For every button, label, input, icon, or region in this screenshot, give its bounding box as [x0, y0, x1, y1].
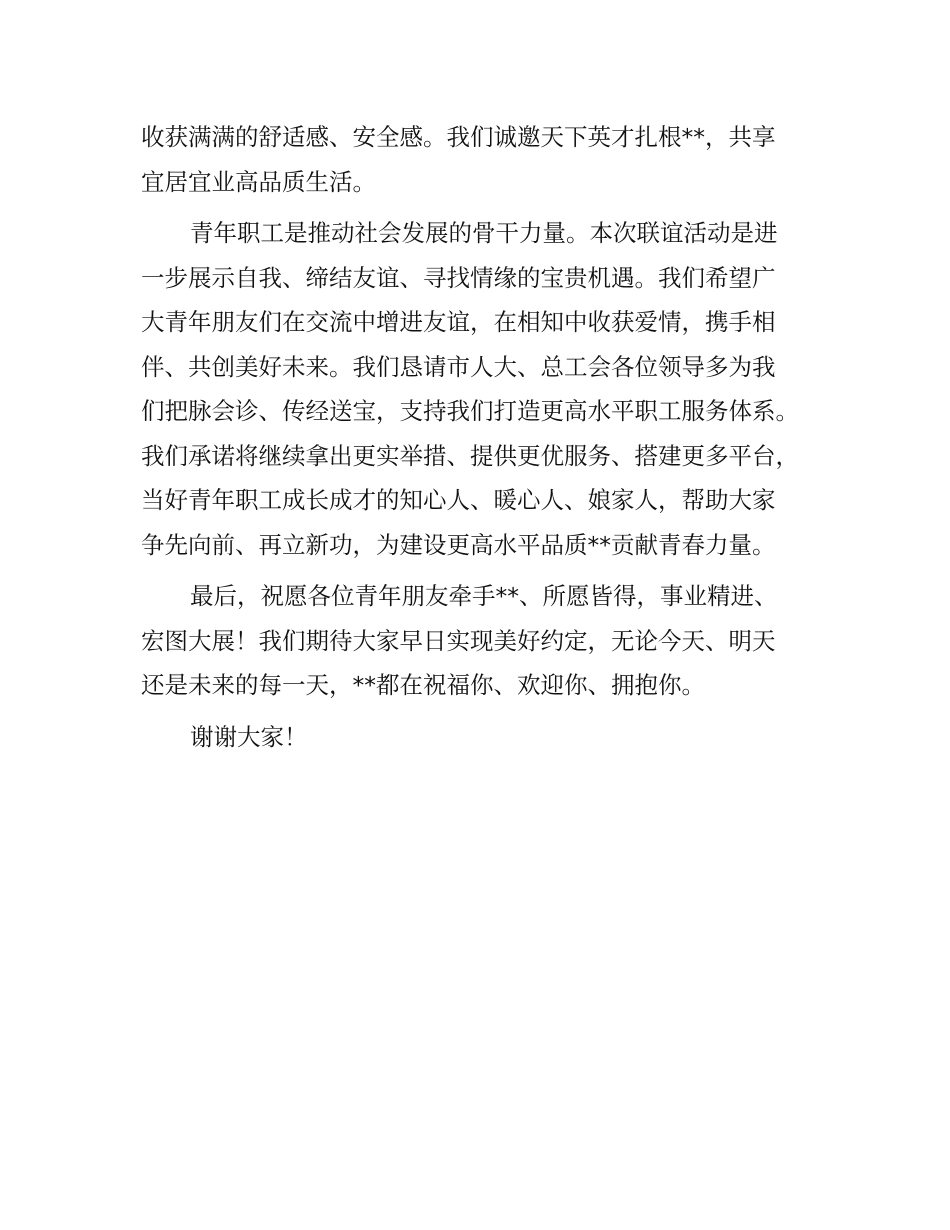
text-line: 当好青年职工成长成才的知心人、暖心人、娘家人，帮助大家 [141, 486, 776, 514]
text-line: 谢谢大家！ [190, 722, 308, 751]
paragraph-1 [141, 115, 841, 204]
text-line: 宜居宜业高品质生活。 [141, 167, 376, 196]
text-line: 一步展示自我、缔结友谊、寻找情缘的宝贵机遇。我们希望广 [141, 263, 776, 292]
text-line: 收获满满的舒适感、安全感。我们诚邀天下英才扎根**，共享 [141, 123, 776, 151]
text-line: 们把脉会诊、传经送宝，支持我们打造更高水平职工服务体系。 [141, 397, 799, 425]
text-line: 争先向前、再立新功，为建设更高水平品质**贡献青春力量。 [141, 530, 776, 559]
text-line: 青年职工是推动社会发展的骨干力量。本次联谊活动是进 [190, 219, 778, 247]
paragraph-4 [141, 715, 841, 760]
text-line: 最后，祝愿各位青年朋友牵手**、所愿皆得，事业精进、 [190, 582, 778, 610]
text-line: 大青年朋友们在交流中增进友谊，在相知中收获爱情，携手相 [141, 308, 776, 336]
text-line: 我们承诺将继续拿出更实举措、提供更优服务、搭建更多平台， [141, 441, 799, 470]
text-line: 还是未来的每一天，**都在祝福你、欢迎你、拥抱你。 [141, 671, 705, 699]
text-line: 伴、共创美好未来。我们恳请市人大、总工会各位领导多为我 [141, 352, 776, 381]
paragraph-3 [141, 574, 841, 708]
text-line: 宏图大展！我们期待大家早日实现美好约定，无论今天、明天 [141, 626, 776, 655]
paragraph-2 [141, 211, 841, 567]
document-body [141, 115, 841, 766]
